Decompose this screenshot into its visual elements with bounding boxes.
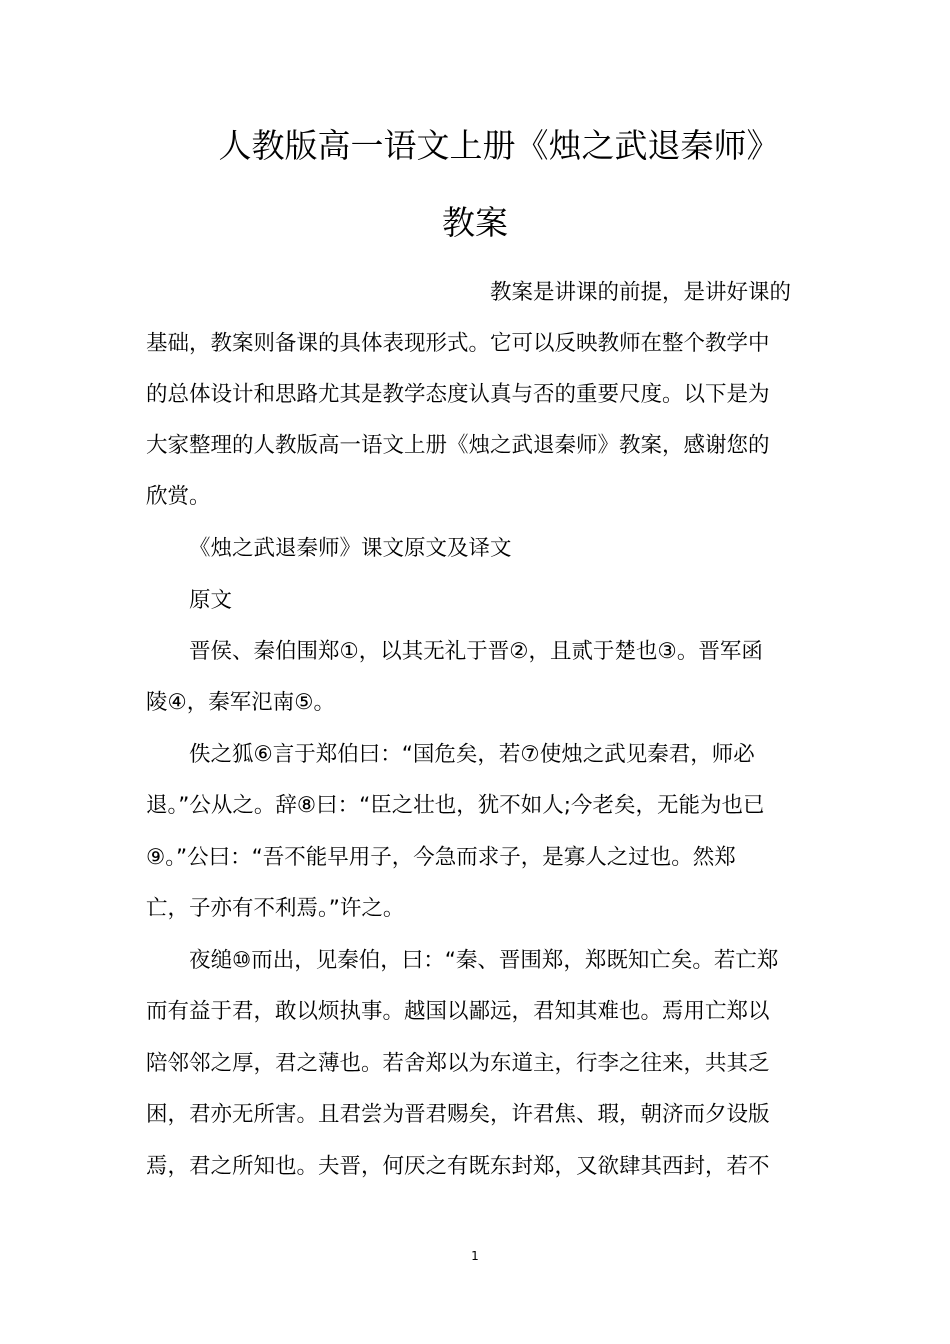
text-line: 退。”公从之。辞⑧曰：“臣之壮也，犹不如人;今老矣，无能为也已: [146, 793, 765, 818]
text-line: 晋侯、秦伯围郑①，以其无礼于晋②，且贰于楚也③。晋军函: [189, 639, 763, 664]
text-line: 佚之狐⑥言于郑伯曰：“国危矣，若⑦使烛之武见秦君，师必: [189, 742, 755, 767]
text-line: 教案是讲课的前提，是讲好课的: [490, 280, 792, 305]
text-line: 大家整理的人教版高一语文上册《烛之武退秦师》教案，感谢您的: [146, 433, 770, 458]
text-line: 亡，子亦有不利焉。”许之。: [146, 896, 405, 921]
text-line: 基础，教案则备课的具体表现形式。它可以反映教师在整个教学中: [146, 331, 770, 356]
text-line: 而有益于君，敢以烦执事。越国以鄙远，君知其难也。焉用亡郑以: [146, 999, 770, 1024]
title-line-1: 人教版高一语文上册《烛之武退秦师》: [218, 126, 780, 165]
text-line: 夜缒⑩而出，见秦伯，曰：“秦、晋围郑，郑既知亡矣。若亡郑: [189, 948, 779, 973]
text-line: 的总体设计和思路尤其是教学态度认真与否的重要尺度。以下是为: [146, 382, 770, 407]
page-number: 1: [471, 1249, 479, 1263]
text-line: 欣赏。: [146, 484, 211, 509]
text-line: ⑨。”公曰：“吾不能早用子，今急而求子，是寡人之过也。然郑: [146, 845, 736, 870]
text-line: 困，君亦无所害。且君尝为晋君赐矣，许君焦、瑕，朝济而夕设版: [146, 1102, 770, 1127]
section-heading: 《烛之武退秦师》课文原文及译文: [189, 536, 512, 561]
text-line: 焉，君之所知也。夫晋，何厌之有既东封郑，又欲肆其西封，若不: [146, 1154, 770, 1179]
subheading: 原文: [189, 588, 233, 613]
text-line: 陵④，秦军氾南⑤。: [146, 690, 336, 715]
text-line: 陪邻邻之厚，君之薄也。若舍郑以为东道主，行李之往来，共其乏: [146, 1051, 770, 1076]
title-line-2: 教案: [442, 203, 508, 242]
